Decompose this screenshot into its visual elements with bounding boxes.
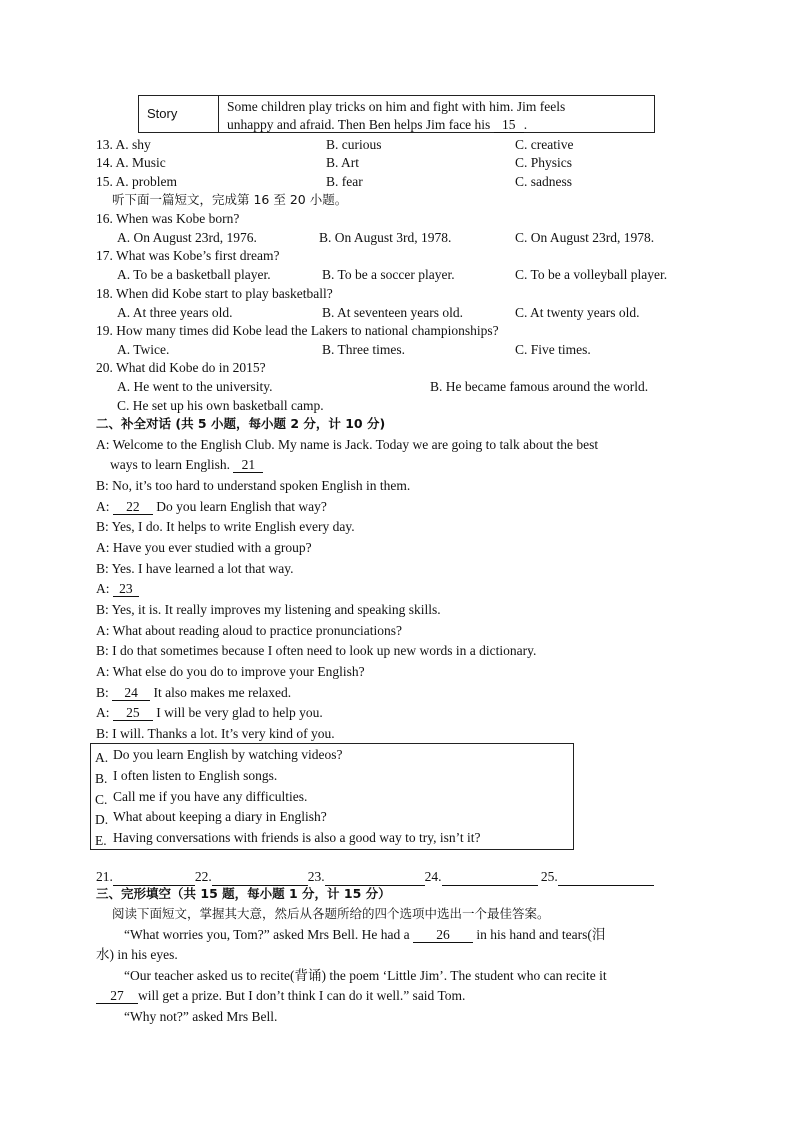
cloze-line-2: 水) in his eyes. xyxy=(96,947,178,962)
answer-24-line xyxy=(442,871,538,886)
story-label: Story xyxy=(139,96,219,132)
q13-a: 13. A. shy xyxy=(96,137,151,152)
dialogue-line-7: A: 23 xyxy=(96,580,139,598)
section2-heading: 二、补全对话 (共 5 小题，每小题 2 分，计 10 分) xyxy=(96,416,386,431)
cloze-line-4: 27 will get a prize. But I don’t think I can do it well.” said Tom. xyxy=(96,987,465,1005)
cloze-line-1: “What worries you, Tom?” asked Mrs Bell. He had a 26 in his hand and tears(泪 xyxy=(124,927,606,942)
cloze-line-5: “Why not?” asked Mrs Bell. xyxy=(124,1009,278,1024)
dialogue-line-9: A: What about reading aloud to practice pronunciations? xyxy=(96,623,403,638)
dialogue-line-1b: ways to learn English. 21 xyxy=(110,456,263,474)
dialogue-line-11: A: What else do you do to improve your English? xyxy=(96,664,365,679)
answer-25-line xyxy=(558,871,654,886)
story-text-line1: Some children play tricks on him and fight with him. Jim feels xyxy=(227,99,566,114)
q20-question: 20. What did Kobe do in 2015? xyxy=(96,360,266,375)
q16-c: C. On August 23rd, 1978. xyxy=(515,230,655,245)
q19-a: A. Twice. xyxy=(117,342,170,357)
q18-question: 18. When did Kobe start to play basketball? xyxy=(96,286,333,301)
answer-24-label: 24. xyxy=(424,869,442,884)
q16-a: A. On August 23rd, 1976. xyxy=(117,230,257,245)
dialogue-line-1: A: Welcome to the English Club. My name is Jack. Today we are going to talk about the best xyxy=(96,437,599,452)
dialogue-line-13: A: 25 I will be very glad to help you. xyxy=(96,705,323,720)
q13-c: C. creative xyxy=(515,137,574,152)
q20-c: C. He set up his own basketball camp. xyxy=(117,398,324,413)
dialogue-line-5: A: Have you ever studied with a group? xyxy=(96,540,312,555)
q19-question: 19. How many times did Kobe lead the Lakers to national championships? xyxy=(96,323,499,338)
section3-heading: 三、完形填空（共 15 题，每小题 1 分，计 15 分） xyxy=(96,886,391,901)
options-box xyxy=(90,743,574,850)
dialogue-line-14: B: I will. Thanks a lot. It’s very kind of you. xyxy=(96,726,335,741)
answer-21-line xyxy=(113,871,195,886)
answer-23-label: 23. xyxy=(307,869,325,884)
answer-row xyxy=(96,868,654,886)
blank-23: 23 xyxy=(113,581,139,597)
q20-a: A. He went to the university. xyxy=(117,379,273,394)
q19-c: C. Five times. xyxy=(515,342,591,357)
q15-a: 15. A. problem xyxy=(96,174,177,189)
dialogue-line-2: B: No, it’s too hard to understand spoken English in them. xyxy=(96,478,411,493)
q18-a: A. At three years old. xyxy=(117,305,233,320)
option-d: D. What about keeping a diary in English? xyxy=(95,809,327,827)
answer-25-label: 25. xyxy=(540,869,558,884)
dialogue-line-4: B: Yes, I do. It helps to write English every day. xyxy=(96,519,355,534)
q17-c: C. To be a volleyball player. xyxy=(515,267,668,282)
answer-21-label: 21. xyxy=(96,869,113,884)
answer-23-line xyxy=(325,871,425,886)
dialogue-line-3: A: 22 Do you learn English that way? xyxy=(96,499,327,514)
q18-c: C. At twenty years old. xyxy=(515,305,640,320)
q17-b: B. To be a soccer player. xyxy=(322,267,455,282)
q14-b: B. Art xyxy=(326,155,360,170)
q15-b: B. fear xyxy=(326,174,363,189)
q17-a: A. To be a basketball player. xyxy=(117,267,271,282)
answer-22-line xyxy=(212,871,308,886)
q14-c: C. Physics xyxy=(515,155,573,170)
dialogue-line-10: B: I do that sometimes because I often need to look up new words in a dictionary. xyxy=(96,643,537,658)
story-text xyxy=(227,98,647,134)
story-text-line2: unhappy and afraid. Then Ben helps Jim face his 15 . xyxy=(227,117,528,132)
dialogue-line-8: B: Yes, it is. It really improves my listening and speaking skills. xyxy=(96,602,441,617)
blank-27: 27 xyxy=(96,988,138,1004)
listening-instruction: 听下面一篇短文，完成第 16 至 20 小题。 xyxy=(112,192,348,207)
story-table xyxy=(138,95,655,133)
q15-c: C. sadness xyxy=(515,174,572,189)
q16-b: B. On August 3rd, 1978. xyxy=(319,230,452,245)
answer-22-label: 22. xyxy=(194,869,212,884)
cloze-instruction: 阅读下面短文，掌握其大意，然后从各题所给的四个选项中选出一个最佳答案。 xyxy=(112,906,550,921)
blank-22: 22 xyxy=(113,499,153,515)
q17-question: 17. What was Kobe’s first dream? xyxy=(96,248,280,263)
option-a: A. Do you learn English by watching videos? xyxy=(95,747,343,765)
dialogue-line-6: B: Yes. I have learned a lot that way. xyxy=(96,561,294,576)
q19-b: B. Three times. xyxy=(322,342,405,357)
option-b: B. I often listen to English songs. xyxy=(95,768,278,786)
blank-24: 24 xyxy=(112,685,150,701)
q14-a: 14. A. Music xyxy=(96,155,166,170)
blank-21: 21 xyxy=(233,457,263,473)
blank-25: 25 xyxy=(113,705,153,721)
blank-26: 26 xyxy=(413,927,473,943)
q20-b: B. He became famous around the world. xyxy=(430,379,649,394)
q16-question: 16. When was Kobe born? xyxy=(96,211,240,226)
cloze-line-3: “Our teacher asked us to recite(背诵) the poem ‘Little Jim’. The student who can recite it xyxy=(124,968,607,983)
blank-15: 15 xyxy=(494,117,524,133)
dialogue-line-12: B: 24 It also makes me relaxed. xyxy=(96,685,292,700)
q13-b: B. curious xyxy=(326,137,382,152)
q18-b: B. At seventeen years old. xyxy=(322,305,463,320)
option-e: E. Having conversations with friends is also a good way to try, isn’t it? xyxy=(95,830,481,848)
option-c: C. Call me if you have any difficulties. xyxy=(95,789,308,807)
